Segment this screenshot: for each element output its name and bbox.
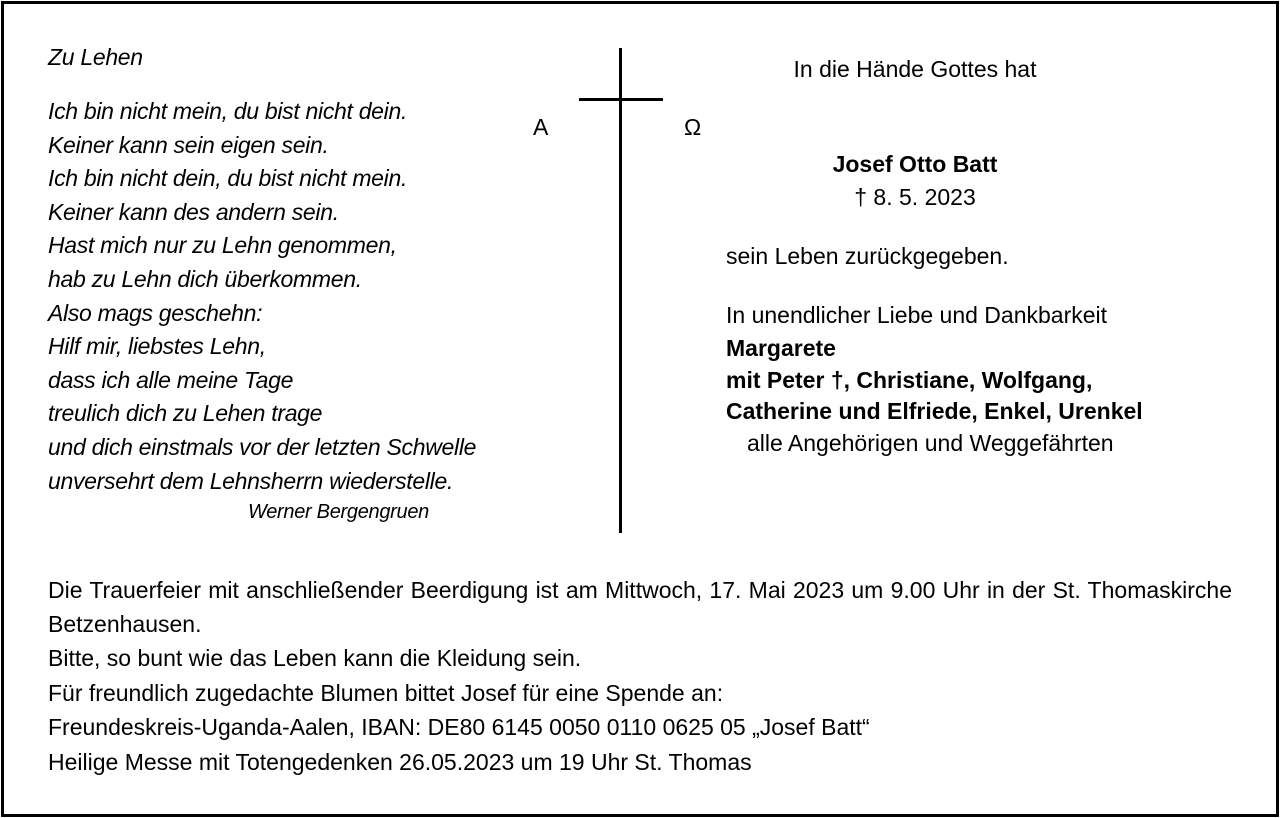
poem-author: Werner Bergengruen: [248, 501, 430, 523]
returned-text: sein Leben zurückgegeben.: [726, 243, 1009, 269]
mourner-line: mit Peter †, Christiane, Wolfgang,: [726, 367, 1093, 393]
funeral-details: [48, 573, 1232, 779]
poem-title: Zu Lehen: [48, 44, 143, 70]
cross-bar: [579, 98, 663, 101]
gratitude-text: In unendlicher Liebe und Dankbarkeit: [726, 302, 1108, 328]
alpha-symbol: A: [533, 114, 549, 140]
deceased-name: Josef Otto Batt: [832, 151, 998, 177]
mourner-line: Margarete: [726, 335, 836, 361]
death-date: † 8. 5. 2023: [854, 184, 976, 210]
mourners-extra: alle Angehörigen und Weggefährten: [747, 430, 1114, 456]
announcement-intro: In die Hände Gottes hat: [793, 56, 1037, 82]
mass-line: Heilige Messe mit Totengedenken 26.05.2023 um 19 Uhr St. Thomas: [48, 748, 752, 775]
donation-line: Freundeskreis-Uganda-Aalen, IBAN: DE80 6145 0050 0110 0625 05 „Josef Batt“: [48, 714, 870, 740]
poem-line: und dich einstmals vor der letzten Schwelle: [48, 433, 477, 460]
poem-line: Ich bin nicht dein, du bist nicht mein.: [48, 165, 408, 192]
poem-line: unversehrt dem Lehnsherrn wiederstelle.: [48, 467, 454, 494]
poem-line: dass ich alle meine Tage: [48, 366, 294, 393]
poem-line: treulich dich zu Lehen trage: [48, 400, 323, 427]
detail-line: Bitte, so bunt wie das Leben kann die Kleidung sein.: [48, 645, 582, 671]
cross-icon: [619, 48, 622, 533]
mourner-line: Catherine und Elfriede, Enkel, Urenkel: [726, 398, 1143, 424]
poem-line: Hilf mir, liebstes Lehn,: [48, 333, 266, 360]
detail-line: Für freundlich zugedachte Blumen bittet Josef für eine Spende an:: [48, 679, 724, 706]
poem-line: Also mags geschehn:: [48, 299, 263, 326]
poem-line: Hast mich nur zu Lehn genommen,: [48, 232, 397, 259]
poem-line: Ich bin nicht mein, du bist nicht dein.: [48, 98, 408, 124]
poem-line: hab zu Lehn dich überkommen.: [48, 265, 362, 292]
poem-line: Keiner kann des andern sein.: [48, 198, 339, 225]
poem-line: Keiner kann sein eigen sein.: [48, 131, 329, 158]
funeral-info: Die Trauerfeier mit anschließender Beerdigung ist am Mittwoch, 17. Mai 2023 um 9.00 Uhr in der St. Thomaskirche Betzenhausen.: [48, 577, 1232, 637]
poem-lines: [48, 95, 568, 498]
omega-symbol: Ω: [684, 114, 702, 140]
